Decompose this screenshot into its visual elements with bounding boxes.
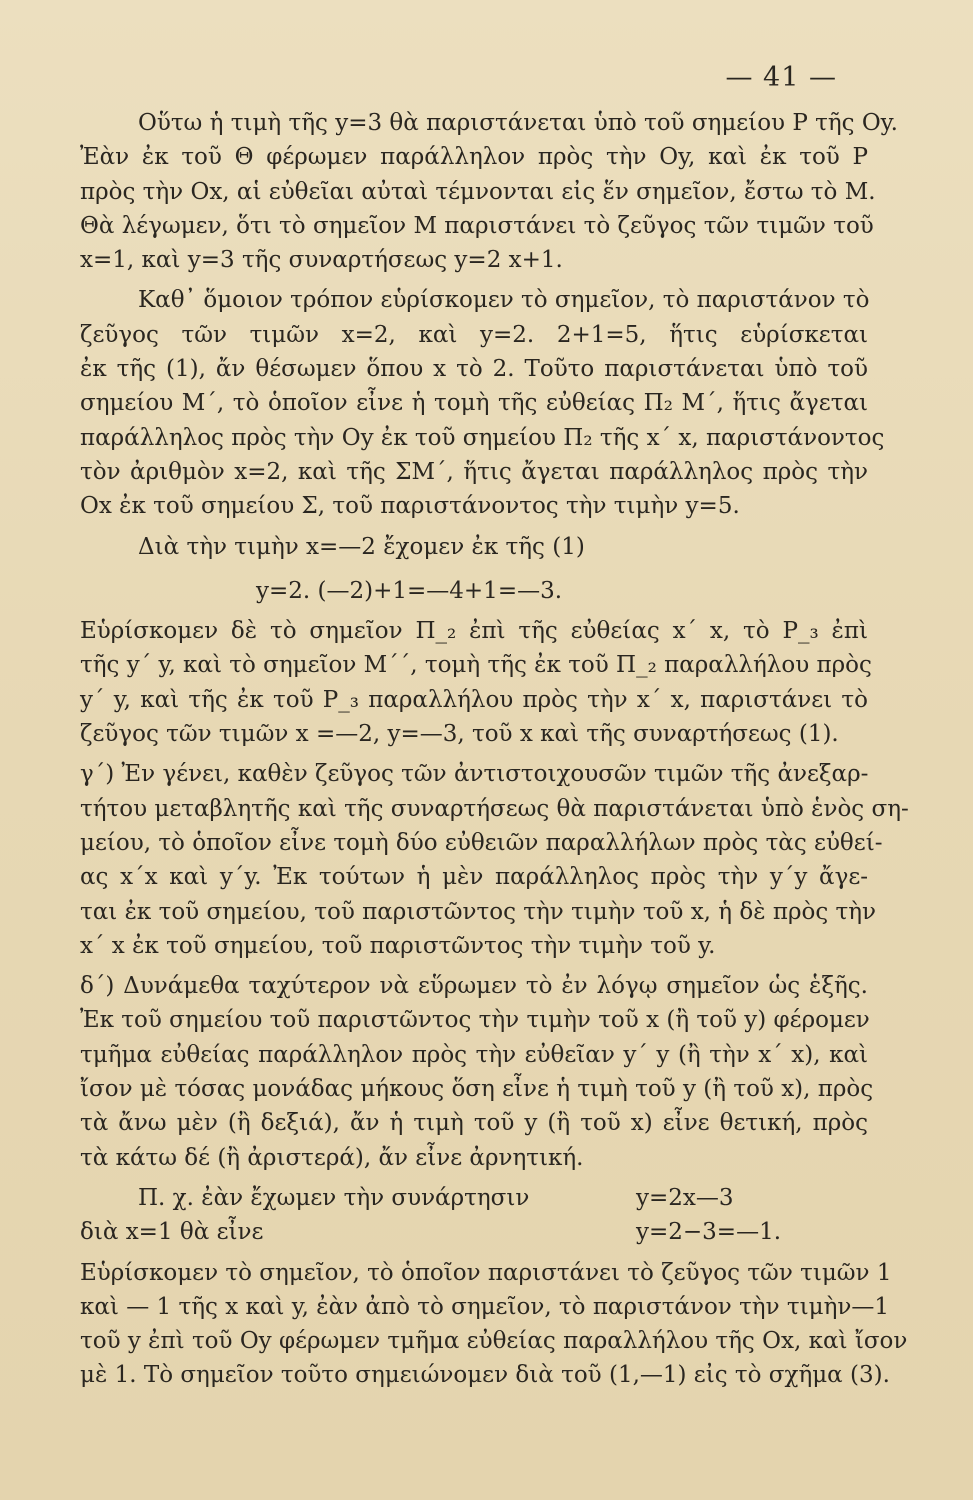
text-line: x=1, καὶ y=3 τῆς συναρτήσεως y=2 x+1. — [80, 247, 563, 274]
equation: y=2. (—2)+1=—4+1=—3. — [256, 577, 563, 604]
text-line: παράλληλος πρὸς τὴν Oy ἐκ τοῦ σημείου Π₂ τῆς x΄ x, παριστάνοντος — [80, 424, 885, 451]
text-line: Εὑρίσκομεν δὲ τὸ σημεῖον Π_₂ ἐπὶ τῆς εὐθείας x΄ x, τὸ Ρ_₃ ἐπὶ — [80, 618, 868, 645]
paragraph-6 — [80, 969, 874, 1175]
text-line: τὸν ἀριθμὸν x=2, καὶ τῆς ΣΜ΄, ἥτις ἄγεται παράλληλος πρὸς τὴν — [80, 458, 868, 485]
text-line: ἴσον μὲ τόσας μονάδας μήκους ὅση εἶνε ἡ τιμὴ τοῦ y (ἢ τοῦ x), πρὸς — [80, 1076, 874, 1103]
text-line: τῆς y΄ y, καὶ τὸ σημεῖον Μ΄΄, τομὴ τῆς ἐκ τοῦ Π_₂ παραλλήλου πρὸς — [80, 652, 872, 679]
text-line: Διὰ τὴν τιμὴν x=—2 ἔχομεν ἐκ τῆς (1) — [138, 533, 585, 560]
text-line: Ox ἐκ τοῦ σημείου Σ, τοῦ παριστάνοντος τὴν τιμὴν y=5. — [80, 493, 740, 520]
text-line: Θὰ λέγωμεν, ὅτι τὸ σημεῖον Μ παριστάνει τὸ ζεῦγος τῶν τιμῶν τοῦ — [80, 212, 874, 239]
text-line: γ΄) Ἐν γένει, καθὲν ζεῦγος τῶν ἀντιστοιχουσῶν τιμῶν τῆς ἀνεξαρ- — [80, 761, 869, 788]
example-formula: y=2−3=—1. — [636, 1219, 782, 1246]
example-formula: y=2x—3 — [636, 1184, 734, 1211]
text-line: τμῆμα εὐθείας παράλληλον πρὸς τὴν εὐθεῖαν y΄ y (ἢ τὴν x΄ x), καὶ — [80, 1041, 868, 1068]
text-line: τὰ κάτω δέ (ἢ ἀριστερά), ἄν εἶνε ἀρνητική. — [80, 1144, 584, 1171]
text-line: Ἐκ τοῦ σημείου τοῦ παριστῶντος τὴν τιμὴν τοῦ x (ἢ τοῦ y) φέρομεν — [80, 1007, 870, 1034]
text-line: μείου, τὸ ὁποῖον εἶνε τομὴ δύο εὐθειῶν παραλλήλων πρὸς τὰς εὐθεί- — [80, 829, 883, 856]
text-line: ζεῦγος τῶν τιμῶν x=2, καὶ y=2. 2+1=5, ἥτις εὑρίσκεται — [80, 321, 868, 348]
paragraph-5 — [80, 757, 909, 963]
text-line: Ἐὰν ἐκ τοῦ Θ φέρωμεν παράλληλον πρὸς τὴν Oy, καὶ ἐκ τοῦ Ρ — [80, 144, 868, 171]
text-line: ται ἐκ τοῦ σημείου, τοῦ παριστῶντος τὴν τιμὴν τοῦ x, ἡ δὲ πρὸς τὴν — [80, 898, 877, 925]
text-line: ας x΄x καὶ y΄y. Ἐκ τούτων ἡ μὲν παράλληλος πρὸς τὴν y΄y ἄγε- — [80, 864, 868, 891]
example — [80, 1181, 868, 1250]
page-number: — 41 — — [725, 62, 837, 93]
example-line — [80, 1215, 868, 1249]
example-line — [80, 1181, 868, 1215]
page-body — [80, 106, 909, 1393]
paragraph-4 — [80, 614, 872, 751]
paragraph-2 — [80, 283, 885, 523]
text-line: τοῦ y ἐπὶ τοῦ Oy φέρωμεν τμῆμα εὐθείας παραλλήλου τῆς Ox, καὶ ἴσον — [80, 1328, 908, 1355]
text-line: δ΄) Δυνάμεθα ταχύτερον νὰ εὕρωμεν τὸ ἐν λόγῳ σημεῖον ὡς ἑξῆς. — [80, 973, 868, 1000]
text-line: y΄ y, καὶ τῆς ἐκ τοῦ Ρ_₃ παραλλήλου πρὸς τὴν x΄ x, παριστάνει τὸ — [80, 686, 868, 713]
paragraph-3 — [80, 530, 868, 564]
text-line: τὰ ἄνω μὲν (ἢ δεξιά), ἄν ἡ τιμὴ τοῦ y (ἢ τοῦ x) εἶνε θετική, πρὸς — [80, 1110, 868, 1137]
text-line: μὲ 1. Τὸ σημεῖον τοῦτο σημειώνομεν διὰ τοῦ (1,—1) εἰς τὸ σχῆμα (3). — [80, 1362, 890, 1389]
text-line: σημείου Μ΄, τὸ ὁποῖον εἶνε ἡ τομὴ τῆς εὐθείας Π₂ Μ΄, ἥτις ἄγεται — [80, 390, 868, 417]
text-line: ζεῦγος τῶν τιμῶν x =—2, y=—3, τοῦ x καὶ τῆς συναρτήσεως (1). — [80, 721, 839, 748]
paragraph-7 — [80, 1256, 908, 1393]
paragraph-1 — [80, 106, 898, 277]
text-line: πρὸς τὴν Ox, αἱ εὐθεῖαι αὐταὶ τέμνονται εἰς ἕν σημεῖον, ἔστω τὸ Μ. — [80, 178, 876, 205]
text-line: x΄ x ἐκ τοῦ σημείου, τοῦ παριστῶντος τὴν τιμὴν τοῦ y. — [80, 932, 716, 959]
text-line: καὶ — 1 τῆς x καὶ y, ἐὰν ἀπὸ τὸ σημεῖον, τὸ παριστάνον τὴν τιμὴν—1 — [80, 1293, 889, 1320]
example-text: διὰ x=1 θὰ εἶνε — [80, 1219, 264, 1246]
text-line: τήτου μεταβλητῆς καὶ τῆς συναρτήσεως θὰ παριστάνεται ὑπὸ ἑνὸς ση- — [80, 795, 909, 822]
example-text: Π. χ. ἐὰν ἔχωμεν τὴν συνάρτησιν — [138, 1184, 530, 1211]
text-line: Εὑρίσκομεν τὸ σημεῖον, τὸ ὁποῖον παριστάνει τὸ ζεῦγος τῶν τιμῶν 1 — [80, 1259, 892, 1286]
text-line: Καθ᾿ ὅμοιον τρόπον εὑρίσκομεν τὸ σημεῖον, τὸ παριστάνον τὸ — [138, 287, 870, 314]
text-line: Οὕτω ἡ τιμὴ τῆς y=3 θὰ παριστάνεται ὑπὸ τοῦ σημείου Ρ τῆς Oy. — [138, 110, 898, 136]
text-line: ἐκ τῆς (1), ἄν θέσωμεν ὅπου x τὸ 2. Τοῦτο παριστάνεται ὑπὸ τοῦ — [80, 356, 868, 383]
